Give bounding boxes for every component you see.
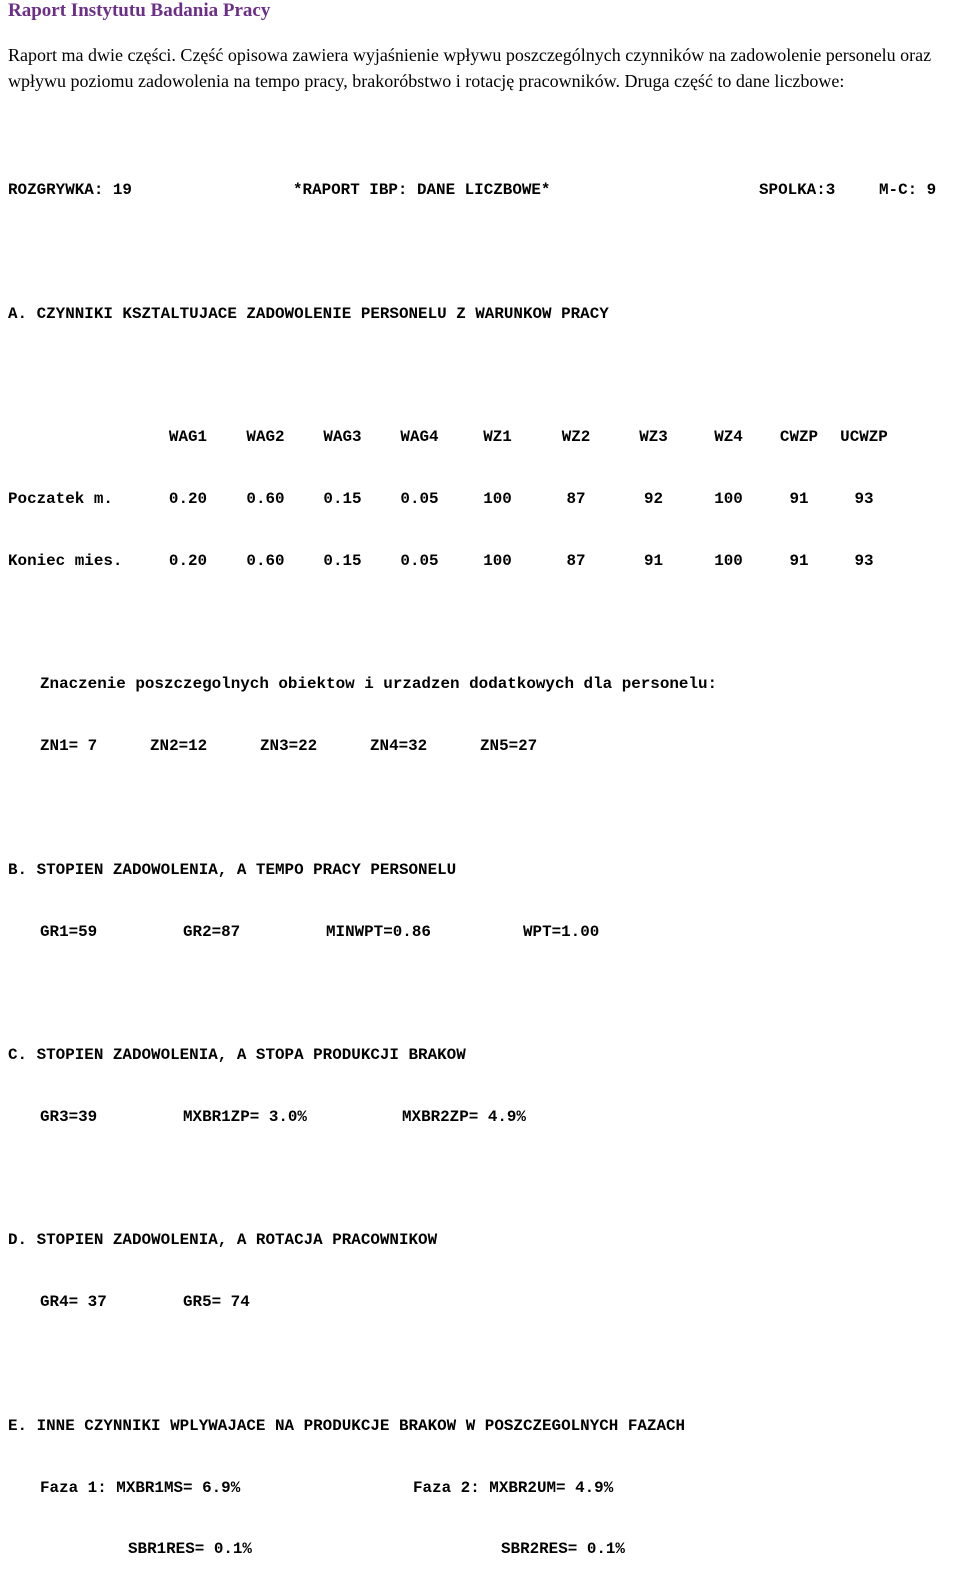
zn-value: ZN4=32	[370, 737, 428, 756]
row-label: Poczatek m.	[8, 490, 113, 509]
table-row	[8, 551, 936, 572]
page-title: Raport Instytutu Badania Pracy	[8, 0, 271, 21]
section-a-heading: A. CZYNNIKI KSZTALTUJACE ZADOWOLENIE PERSONELU Z WARUNKOW PRACY	[8, 304, 609, 323]
phase1-value: Faza 1: MXBR1MS= 6.9%	[40, 1478, 241, 1497]
table-cell: 93	[854, 490, 874, 509]
section-d-values	[8, 1292, 936, 1313]
col-header: WZ2	[561, 428, 591, 447]
sbr1-value: SBR1RES= 0.1%	[128, 1540, 252, 1559]
zn-value: ZN1= 7	[40, 737, 98, 756]
row-label: Koniec mies.	[8, 551, 123, 570]
table-header-row	[8, 427, 936, 448]
month-label: M-C: 9	[879, 181, 937, 200]
col-header: WAG1	[168, 428, 208, 447]
report-header-line	[8, 180, 936, 201]
round-label: ROZGRYWKA: 19	[8, 181, 132, 200]
table-cell: 100	[483, 490, 512, 509]
mxbr1zp-value: MXBR1ZP= 3.0%	[183, 1107, 307, 1126]
col-header: WAG3	[323, 428, 362, 447]
phase2-value: Faza 2: MXBR2UM= 4.9%	[413, 1478, 614, 1497]
sbr2-value: SBR2RES= 0.1%	[501, 1540, 625, 1559]
wpt-value: WPT=1.00	[523, 922, 600, 941]
table-cell: 0.15	[323, 490, 362, 509]
zn-value: ZN3=22	[260, 737, 318, 756]
gr3-value: GR3=39	[40, 1107, 98, 1126]
section-b-heading: B. STOPIEN ZADOWOLENIA, A TEMPO PRACY PERSONELU	[8, 860, 457, 879]
col-header: WZ1	[483, 428, 512, 447]
col-header: WZ4	[714, 428, 743, 447]
company-label: SPOLKA:3	[759, 181, 836, 200]
col-header: UCWZP	[840, 428, 888, 447]
table-cell: 87	[566, 551, 586, 570]
intro-paragraph: Raport ma dwie części. Część opisowa zawiera wyjaśnienie wpływu poszczególnych czynników na zadowolenie personelu oraz wpływu poziomu zadowolenia na tempo pracy, brakoróbstwo i rotację pracowników. Druga część to dane liczbowe:	[8, 45, 932, 91]
section-a-note: Znaczenie poszczegolnych obiektow i urzadzen dodatkowych dla personelu:	[40, 675, 718, 694]
table-cell: 100	[714, 551, 743, 570]
gr5-value: GR5= 74	[183, 1293, 250, 1312]
numeric-report	[8, 139, 936, 1581]
table-cell: 0.20	[168, 551, 208, 570]
mxbr2zp-value: MXBR2ZP= 4.9%	[402, 1107, 526, 1126]
table-cell: 0.15	[323, 551, 362, 570]
table-cell: 100	[483, 551, 512, 570]
table-cell: 0.20	[168, 490, 208, 509]
section-b-values	[8, 922, 936, 943]
table-cell: 87	[566, 490, 586, 509]
gr2-value: GR2=87	[183, 922, 241, 941]
zn-line	[8, 736, 936, 757]
table-cell: 0.60	[246, 490, 285, 509]
table-cell: 93	[854, 551, 874, 570]
table-cell: 0.05	[400, 490, 439, 509]
table-cell: 91	[643, 551, 664, 570]
section-c-values	[8, 1107, 936, 1128]
report-label: *RAPORT IBP: DANE LICZBOWE*	[293, 181, 551, 200]
table-cell: 92	[643, 490, 664, 509]
zn-value: ZN5=27	[480, 737, 538, 756]
gr4-value: GR4= 37	[40, 1293, 107, 1312]
section-d-heading: D. STOPIEN ZADOWOLENIA, A ROTACJA PRACOWNIKOW	[8, 1231, 438, 1250]
table-cell: 91	[789, 490, 809, 509]
section-e-heading: E. INNE CZYNNIKI WPLYWAJACE NA PRODUKCJE BRAKOW W POSZCZEGOLNYCH FAZACH	[8, 1416, 686, 1435]
table-row	[8, 489, 936, 510]
gr1-value: GR1=59	[40, 922, 98, 941]
section-e-phases	[8, 1478, 936, 1499]
section-c-heading: C. STOPIEN ZADOWOLENIA, A STOPA PRODUKCJI BRAKOW	[8, 1046, 466, 1065]
zn-value: ZN2=12	[150, 737, 208, 756]
table-cell: 0.60	[246, 551, 285, 570]
table-cell: 0.05	[400, 551, 439, 570]
section-e-sbr	[8, 1539, 936, 1560]
col-header: CWZP	[779, 428, 819, 447]
col-header: WAG2	[246, 428, 285, 447]
col-header: WZ3	[639, 428, 668, 447]
col-header: WAG4	[400, 428, 439, 447]
table-cell: 91	[789, 551, 809, 570]
minwpt-value: MINWPT=0.86	[326, 922, 431, 941]
table-cell: 100	[714, 490, 743, 509]
